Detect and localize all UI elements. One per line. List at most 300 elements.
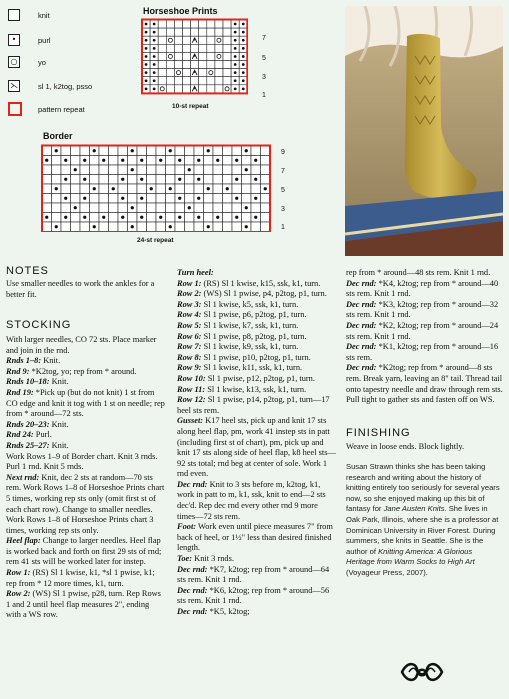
instruction-text: Sl 1 pwise, p6, p2tog, p1, turn.	[201, 310, 307, 320]
chart-cell	[166, 203, 176, 213]
notes-paragraph: Use smaller needles to work the ankles for a better fit.	[6, 279, 155, 299]
chart-cell	[242, 156, 252, 166]
chart-cell	[215, 69, 223, 77]
instruction-text: *K3, k2tog; rep from * around—32 sts rem. Knit 1 rnd.	[346, 299, 499, 320]
instruction-text: (RS) Sl 1 kwise, k15, ssk, k1, turn.	[201, 278, 321, 288]
chart-cell	[175, 222, 185, 232]
instruction-line	[6, 589, 165, 621]
purl-mark	[242, 31, 245, 34]
chart-cell	[223, 213, 233, 223]
purl-mark	[178, 197, 181, 200]
purl-mark	[216, 159, 219, 162]
chart-cell	[71, 156, 81, 166]
chart-cell	[174, 36, 182, 44]
instruction-line	[177, 385, 337, 396]
chart-cell	[183, 44, 191, 52]
instruction-text: Knit, dec 2 sts at random—70 sts rem. Work Rows 1–8 of Horseshoe Prints chart 5 times, working rep sts only (omit first st of each chart row). Change to smaller needles. Work Rows 1–8 of Horseshoe Prints chart 3 times, working rep sts only.	[6, 472, 165, 535]
instruction-label: Rnds 25–27:	[6, 440, 50, 450]
instruction-text: (WS) Sl 1 pwise, p28, turn. Rep Rows 1 and 2 until heel flap measures 2", ending with a WS row.	[6, 589, 161, 620]
instruction-line	[346, 268, 504, 279]
purl-mark	[140, 216, 143, 219]
purl-mark	[102, 216, 105, 219]
row-number: 1	[262, 92, 266, 99]
instruction-line	[177, 353, 337, 364]
purl-mark	[55, 225, 58, 228]
chart-cell	[261, 203, 271, 213]
heel-and-foot-instructions	[177, 268, 337, 618]
chart-cell	[232, 222, 242, 232]
chart-cell	[52, 165, 62, 175]
chart-cell	[71, 175, 81, 185]
chart-cell	[232, 203, 242, 213]
purl-mark	[45, 159, 48, 162]
chart-cell	[158, 77, 166, 85]
purl-mark	[234, 47, 237, 50]
chart-cell	[242, 194, 252, 204]
chart-cell	[194, 165, 204, 175]
legend-label: sl 1, k2tog, psso	[38, 81, 93, 91]
chart-cell	[215, 36, 223, 44]
chart-cell	[213, 203, 223, 213]
legend-label: pattern repeat	[38, 104, 85, 114]
chart-cell	[156, 203, 166, 213]
purl-mark	[145, 63, 148, 66]
bio-book-title: Knitting America: A Glorious Heritage from Warm Socks to High Art	[346, 546, 475, 567]
chart-cell	[99, 175, 109, 185]
chart-cell	[199, 52, 207, 60]
chart-cell	[80, 222, 90, 232]
instruction-label: Row 12:	[177, 395, 206, 405]
chart-cell	[261, 222, 271, 232]
legend-label: knit	[38, 10, 50, 20]
chart-cell	[166, 165, 176, 175]
purl-mark	[207, 225, 210, 228]
bio-text: (Voyageur Press, 2007).	[346, 567, 428, 577]
instruction-text: *Pick up (but do not knit) 1 st from CO edge and knit it tog with 1 st on needle; rep from * around—72 sts.	[6, 387, 165, 419]
chart-cell	[207, 85, 215, 93]
chart-cell	[109, 213, 119, 223]
chart-cell	[261, 156, 271, 166]
chart-cell	[199, 69, 207, 77]
purl-mark	[145, 39, 148, 42]
chart-cell	[213, 165, 223, 175]
chart-cell	[223, 61, 231, 69]
chart-cell	[61, 165, 71, 175]
instruction-line	[177, 289, 337, 300]
chart-cell	[204, 175, 214, 185]
chart-cell	[213, 194, 223, 204]
chart-cell	[183, 20, 191, 28]
chart-cell	[90, 156, 100, 166]
notes-text	[6, 279, 163, 300]
purl-mark	[93, 187, 96, 190]
purl-mark	[140, 159, 143, 162]
chart-cell	[90, 213, 100, 223]
instruction-label: Row 7:	[177, 342, 202, 352]
purl-mark	[242, 39, 245, 42]
chart-cell	[158, 52, 166, 60]
chart-cell	[213, 175, 223, 185]
instruction-label: Row 1:	[6, 568, 31, 578]
instruction-text: With larger needles, CO 72 sts. Place marker and join in the rnd.	[6, 335, 157, 355]
pattern-repeat-symbol-icon	[8, 102, 22, 116]
purl-mark	[245, 225, 248, 228]
chart-cell	[158, 36, 166, 44]
chart-cell	[204, 194, 214, 204]
purl-mark	[226, 187, 229, 190]
purl-mark	[254, 197, 257, 200]
chart-cell	[207, 20, 215, 28]
chart-cell	[42, 175, 52, 185]
chart-cell	[199, 85, 207, 93]
horseshoe-prints-chart	[140, 18, 248, 96]
purl-mark	[64, 197, 67, 200]
instruction-text: *K4, k2tog; rep from * around—40 sts rem. Knit 1 rnd.	[346, 278, 499, 299]
purl-mark	[234, 79, 237, 82]
instruction-label: Row 1:	[177, 278, 202, 288]
purl-mark	[242, 63, 245, 66]
chart-cell	[223, 44, 231, 52]
instruction-line	[177, 480, 337, 522]
purl-mark	[159, 159, 162, 162]
chart-cell	[174, 28, 182, 36]
purl-symbol-icon: •	[8, 34, 20, 46]
chart-cell	[158, 61, 166, 69]
instruction-text: Knit.	[49, 440, 69, 450]
instruction-line	[177, 522, 337, 554]
purl-mark	[242, 47, 245, 50]
purl-mark	[197, 178, 200, 181]
purl-mark	[64, 159, 67, 162]
chart-cell	[215, 85, 223, 93]
purl-mark	[245, 168, 248, 171]
chart-cell	[223, 85, 231, 93]
chart-cell	[207, 77, 215, 85]
purl-mark	[178, 216, 181, 219]
purl-mark	[121, 197, 124, 200]
purl-mark	[74, 206, 77, 209]
instruction-text: K17 heel sts, pick up and knit 17 sts along heel flap, pm, work 41 instep sts in patt (including first st of chart), pm, pick up and knit 17 sts along side of heel flap, k8 heel sts—92 sts total; rnd beg at center of sole. Work 1 rnd even.	[177, 416, 336, 479]
purl-mark	[235, 197, 238, 200]
purl-mark	[153, 47, 156, 50]
purl-mark	[150, 187, 153, 190]
purl-mark	[234, 63, 237, 66]
instruction-line	[177, 395, 337, 416]
purl-mark	[112, 187, 115, 190]
instruction-line	[6, 441, 165, 452]
chart-cell	[61, 146, 71, 156]
row-number: 7	[281, 168, 285, 175]
chart-cell	[204, 165, 214, 175]
chart-cell	[80, 184, 90, 194]
designer-bio	[346, 462, 502, 579]
instruction-label: Turn heel:	[177, 268, 214, 277]
bio-book-title: Jane Austen Knits	[383, 504, 445, 514]
instruction-label: Rnd 9:	[6, 366, 30, 376]
chart-cell	[223, 222, 233, 232]
instruction-text: *K2, k2tog; rep from * around—24 sts rem. Knit 1 rnd.	[346, 320, 499, 341]
instruction-label: Row 9:	[177, 363, 202, 373]
chart-cell	[147, 175, 157, 185]
chart-cell	[99, 184, 109, 194]
chart-cell	[137, 222, 147, 232]
chart-cell	[251, 203, 261, 213]
purl-mark	[169, 149, 172, 152]
chart-cell	[147, 222, 157, 232]
instruction-text: *K2tog, yo; rep from * around.	[29, 366, 137, 376]
chart-cell	[261, 194, 271, 204]
instruction-label: Row 2:	[6, 589, 31, 599]
chart-cell	[191, 77, 199, 85]
chart-cell	[207, 44, 215, 52]
purl-mark	[145, 55, 148, 58]
instruction-line	[6, 430, 165, 441]
purl-mark	[83, 159, 86, 162]
chart-cell	[223, 175, 233, 185]
row-number: 7	[262, 35, 266, 42]
chart-cell	[166, 61, 174, 69]
chart-cell	[242, 213, 252, 223]
purl-mark	[145, 31, 148, 34]
chart-cell	[183, 85, 191, 93]
purl-mark	[83, 197, 86, 200]
chart-cell	[166, 69, 174, 77]
instruction-label: Dec rnd:	[346, 320, 377, 330]
chart-cell	[99, 165, 109, 175]
chart-cell	[232, 146, 242, 156]
instruction-line	[177, 342, 337, 353]
chart-cell	[147, 213, 157, 223]
chart-cell	[80, 203, 90, 213]
chart-cell	[194, 146, 204, 156]
chart-cell	[137, 203, 147, 213]
chart-cell	[185, 156, 195, 166]
chart-cell	[223, 146, 233, 156]
instruction-text: Knit.	[41, 356, 61, 366]
instruction-line	[177, 310, 337, 321]
chart-cell	[185, 222, 195, 232]
instruction-text: Sl 1 pwise, p14, p2tog, p1, turn—17 heel sts rem.	[177, 395, 330, 415]
purl-mark	[74, 168, 77, 171]
chart-cell	[215, 77, 223, 85]
chart-cell	[156, 175, 166, 185]
purl-mark	[131, 168, 134, 171]
instruction-label: Rnds 1–8:	[6, 356, 42, 366]
chart-cell	[166, 156, 176, 166]
instruction-text: *K7, k2tog; rep from * around—64 sts rem. Knit 1 rnd.	[177, 564, 330, 585]
chart-cell	[174, 20, 182, 28]
instruction-label: Heel flap:	[6, 536, 41, 546]
purl-mark	[159, 216, 162, 219]
instruction-line	[346, 279, 504, 300]
purl-mark	[207, 149, 210, 152]
instruction-label: Dec rnd:	[177, 479, 208, 489]
purl-mark	[131, 206, 134, 209]
chart-cell	[261, 213, 271, 223]
instruction-label: Row 3:	[177, 299, 202, 309]
chart-cell	[42, 222, 52, 232]
row-number: 9	[281, 149, 285, 156]
purl-mark	[242, 23, 245, 26]
purl-mark	[153, 39, 156, 42]
instruction-label: Row 6:	[177, 331, 202, 341]
purl-mark	[121, 178, 124, 181]
chart-cell	[118, 203, 128, 213]
chart-cell	[199, 36, 207, 44]
finishing-text	[346, 442, 504, 453]
purl-mark	[145, 23, 148, 26]
chart-cell	[109, 194, 119, 204]
chart-cell	[207, 69, 215, 77]
finishing-heading: FINISHING	[346, 427, 411, 439]
purl-mark	[131, 149, 134, 152]
chart-cell	[223, 203, 233, 213]
chart-cell	[128, 156, 138, 166]
chart-cell	[175, 165, 185, 175]
instruction-label: Dec rnd:	[346, 363, 377, 373]
purl-mark	[102, 159, 105, 162]
purl-mark	[93, 225, 96, 228]
chart-cell	[166, 36, 174, 44]
chart-cell	[261, 146, 271, 156]
instruction-label: Row 2:	[177, 289, 202, 299]
purl-mark	[55, 149, 58, 152]
chart-cell	[194, 184, 204, 194]
chart-cell	[158, 85, 166, 93]
purl-mark	[178, 178, 181, 181]
purl-mark	[254, 159, 257, 162]
chart-cell	[183, 69, 191, 77]
instruction-line	[177, 607, 337, 618]
row-number: 5	[262, 55, 266, 62]
purl-mark	[197, 159, 200, 162]
chart-cell	[213, 184, 223, 194]
chart-cell	[175, 203, 185, 213]
chart-cell	[199, 44, 207, 52]
instruction-text: *K1, k2tog; rep from * around—16 sts rem.	[346, 342, 499, 362]
purl-mark	[121, 216, 124, 219]
chart-cell	[128, 184, 138, 194]
purl-mark	[234, 23, 237, 26]
purl-mark	[235, 178, 238, 181]
purl-mark	[169, 187, 172, 190]
instruction-line	[6, 568, 165, 589]
chart-cell	[215, 44, 223, 52]
purl-mark	[153, 87, 156, 90]
chart-cell	[183, 28, 191, 36]
chart-cell	[71, 222, 81, 232]
row-number: 5	[281, 187, 285, 194]
horseshoe-chart-title: Horseshoe Prints	[143, 6, 218, 16]
chart-cell	[223, 28, 231, 36]
purl-mark	[131, 225, 134, 228]
purl-mark	[245, 149, 248, 152]
instruction-line	[6, 388, 165, 420]
purl-mark	[140, 178, 143, 181]
chart-cell	[156, 194, 166, 204]
instruction-label: Dec rnd:	[177, 585, 208, 595]
chart-cell	[191, 20, 199, 28]
purl-mark	[216, 216, 219, 219]
chart-cell	[215, 61, 223, 69]
instruction-label: Rnds 20–23:	[6, 419, 50, 429]
chart-cell	[191, 44, 199, 52]
purl-mark	[234, 39, 237, 42]
instruction-line	[177, 416, 337, 480]
decorative-flourish-icon	[397, 659, 447, 685]
chart-cell	[185, 194, 195, 204]
chart-cell	[174, 61, 182, 69]
instruction-text: Sl 1 kwise, k5, ssk, k1, turn.	[201, 299, 299, 309]
chart-cell	[207, 61, 215, 69]
chart-cell	[52, 194, 62, 204]
chart-cell	[223, 69, 231, 77]
purl-mark	[121, 159, 124, 162]
purl-mark	[145, 71, 148, 74]
chart-cell	[147, 203, 157, 213]
instruction-text: Change to larger needles. Heel flap is worked back and forth on first 29 sts of rnd; rem 41 sts will be worked later for instep.	[6, 536, 162, 567]
chart-cell	[99, 203, 109, 213]
purl-mark	[93, 149, 96, 152]
chart-cell	[90, 194, 100, 204]
chart-cell	[166, 28, 174, 36]
chart-cell	[99, 194, 109, 204]
chart-cell	[158, 69, 166, 77]
instruction-line	[6, 473, 165, 537]
toe-instructions	[346, 268, 504, 406]
chart-cell	[99, 222, 109, 232]
purl-mark	[242, 87, 245, 90]
chart-cell	[158, 44, 166, 52]
instruction-text: (WS) Sl 1 pwise, p4, p2tog, p1, turn.	[201, 289, 327, 299]
instruction-label: Row 4:	[177, 310, 202, 320]
purl-mark	[188, 206, 191, 209]
instruction-line	[177, 321, 337, 332]
chart-cell	[207, 52, 215, 60]
chart-cell	[166, 44, 174, 52]
instruction-label: Next rnd:	[6, 472, 40, 482]
chart-cell	[118, 222, 128, 232]
stocking-heading: STOCKING	[6, 319, 72, 331]
chart-cell	[71, 213, 81, 223]
chart-cell	[199, 28, 207, 36]
chart-cell	[251, 165, 261, 175]
purl-mark	[64, 178, 67, 181]
chart-cell	[137, 146, 147, 156]
chart-cell	[52, 213, 62, 223]
bio-text: . She lives in Oak Park, Illinois, where she is a professor at Dominican University in River Forest. During summers, she knits in Seattle. She is the author of	[346, 504, 499, 556]
instruction-text: Sl 1 pwise, p8, p2tog, p1, turn.	[201, 331, 307, 341]
purl-mark	[83, 178, 86, 181]
instruction-label: Rnd 19:	[6, 387, 34, 397]
chart-cell	[194, 222, 204, 232]
chart-cell	[175, 184, 185, 194]
finishing-paragraph: Weave in loose ends. Block lightly.	[346, 442, 465, 451]
instruction-label: Dec rnd:	[346, 342, 377, 352]
chart-cell	[80, 165, 90, 175]
chart-cell	[183, 61, 191, 69]
purl-mark	[207, 187, 210, 190]
chart-cell	[118, 184, 128, 194]
chart-cell	[251, 184, 261, 194]
purl-mark	[242, 71, 245, 74]
chart-cell	[232, 184, 242, 194]
instruction-line	[346, 363, 504, 405]
instruction-text: Knit.	[49, 377, 69, 387]
instruction-line	[6, 356, 165, 367]
chart-cell	[109, 165, 119, 175]
chart-cell	[147, 194, 157, 204]
